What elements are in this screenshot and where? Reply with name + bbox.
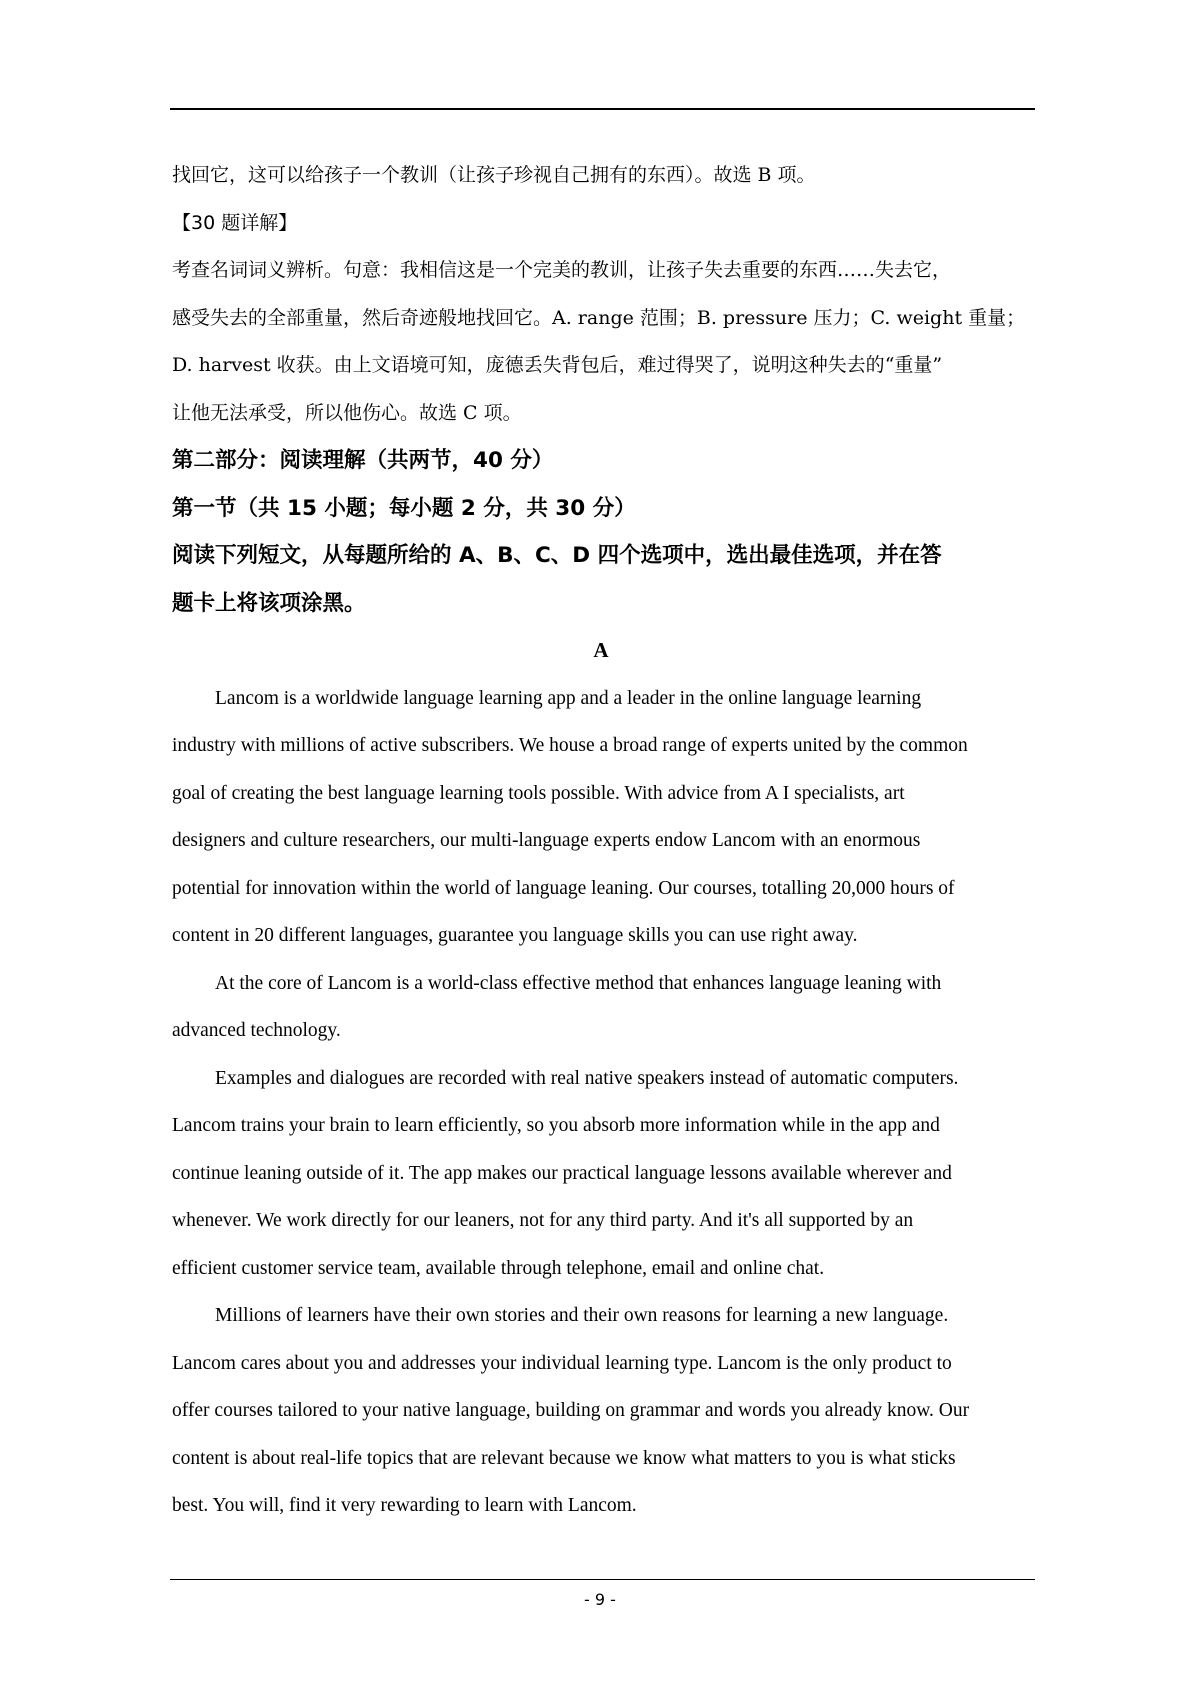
passage-line: offer courses tailored to your native language, building on grammar and words you already know. Our	[172, 1400, 970, 1421]
q30-line: 考查名词词义辨析。句意：我相信这是一个完美的教训，让孩子失去重要的东西……失去它，	[172, 259, 952, 281]
passage-line: best. You will, find it very rewarding to learn with Lancom.	[172, 1495, 637, 1516]
passage-paragraph-1	[172, 675, 1040, 960]
passage-letter: A	[593, 638, 609, 662]
page-number: - 9 -	[584, 1590, 616, 1609]
passage-line: Lancom trains your brain to learn efficiently, so you absorb more information while in the app and	[172, 1115, 940, 1136]
passage-line: Millions of learners have their own stories and their own reasons for learning a new language.	[215, 1305, 949, 1326]
instruction-line: 题卡上将该项涂黑。	[172, 590, 366, 616]
q30-line: D. harvest 收获。由上文语境可知，庞德丢失背包后，难过得哭了，说明这种失去的“重量”	[172, 354, 943, 376]
passage-line: industry with millions of active subscribers. We house a broad range of experts united by the common	[172, 735, 968, 756]
passage-line: designers and culture researchers, our multi-language experts endow Lancom with an enormous	[172, 830, 921, 851]
passage-paragraph-4	[172, 1292, 1040, 1530]
q30-explanation	[172, 247, 1040, 437]
page-content	[172, 152, 1040, 1530]
instruction-line: 阅读下列短文，从每题所给的 A、B、C、D 四个选项中，选出最佳选项，并在答	[172, 543, 942, 568]
passage-line: whenever. We work directly for our leaners, not for any third party. And it's all supported by an	[172, 1210, 914, 1231]
header-rule	[170, 108, 1035, 110]
passage-line: content in 20 different languages, guarantee you language skills you can use right away.	[172, 925, 858, 946]
subsection-title: 第一节（共 15 小题；每小题 2 分，共 30 分）	[172, 495, 636, 521]
instructions	[172, 532, 1040, 627]
footer-rule	[170, 1579, 1035, 1580]
passage-line: continue leaning outside of it. The app makes our practical language lessons available wherever and	[172, 1162, 952, 1184]
q30-line: 让他无法承受，所以他伤心。故选 C 项。	[172, 401, 522, 424]
passage-paragraph-3	[172, 1055, 1040, 1293]
passage-line: advanced technology.	[172, 1020, 341, 1041]
passage-line: At the core of Lancom is a world-class effective method that enhances language leaning with	[215, 972, 942, 994]
passage-line: efficient customer service team, available through telephone, email and online chat.	[172, 1257, 825, 1279]
passage-line: Examples and dialogues are recorded with real native speakers instead of automatic computers.	[215, 1067, 959, 1089]
prev-answer-tail: 找回它，这可以给孩子一个教训（让孩子珍视自己拥有的东西）。故选 B 项。	[172, 164, 816, 186]
passage-paragraph-2	[172, 960, 1040, 1055]
passage-line: Lancom cares about you and addresses your individual learning type. Lancom is the only product to	[172, 1352, 952, 1374]
q30-line: 感受失去的全部重量，然后奇迹般地找回它。A. range 范围；B. pressure 压力；C. weight 重量；	[172, 306, 1026, 329]
passage-line: Lancom is a worldwide language learning app and a leader in the online language learning	[215, 687, 922, 709]
passage-line: goal of creating the best language learning tools possible. With advice from A I specialists, art	[172, 782, 905, 804]
part-title: 第二部分：阅读理解（共两节，40 分）	[172, 448, 554, 473]
passage-line: potential for innovation within the world of language leaning. Our courses, totalling 20,000 hours of	[172, 877, 955, 899]
q30-label: 【30 题详解】	[172, 211, 298, 234]
passage-line: content is about real-life topics that are relevant because we know what matters to you is what sticks	[172, 1447, 956, 1469]
